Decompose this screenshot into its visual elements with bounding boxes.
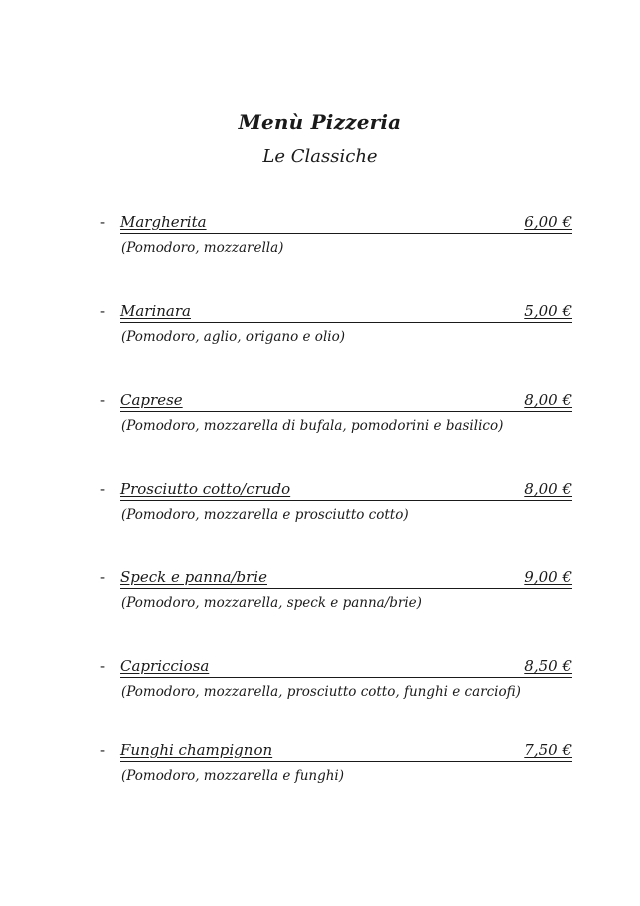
- page-title: Menù Pizzeria: [238, 110, 402, 134]
- item-price: 9,00 €: [524, 568, 572, 586]
- item-name: Capricciosa: [120, 657, 210, 675]
- item-price: 8,00 €: [524, 391, 572, 409]
- menu-item-margherita: [100, 213, 580, 273]
- item-bullet: -: [100, 391, 106, 409]
- item-description: (Pomodoro, mozzarella): [121, 240, 284, 256]
- item-name: Prosciutto cotto/crudo: [120, 480, 291, 498]
- item-price: 5,00 €: [524, 302, 572, 320]
- item-name: Funghi champignon: [120, 741, 273, 759]
- item-leader-line: [120, 657, 572, 678]
- item-leader-line: [120, 741, 572, 762]
- item-bullet: -: [100, 568, 106, 586]
- menu-item-funghi: [100, 741, 580, 801]
- item-leader-line: [120, 302, 572, 323]
- item-name: Margherita: [120, 213, 207, 231]
- item-bullet: -: [100, 302, 106, 320]
- item-description: (Pomodoro, mozzarella e prosciutto cotto): [121, 507, 409, 523]
- item-bullet: -: [100, 480, 106, 498]
- item-bullet: -: [100, 213, 106, 231]
- menu-item-caprese: [100, 391, 580, 451]
- menu-item-speck: [100, 568, 580, 628]
- item-description: (Pomodoro, aglio, origano e olio): [121, 329, 345, 345]
- item-leader-line: [120, 480, 572, 501]
- item-name: Marinara: [120, 302, 191, 320]
- item-name: Speck e panna/brie: [120, 568, 267, 586]
- menu-item-capricciosa: [100, 657, 580, 717]
- item-price: 8,50 €: [524, 657, 572, 675]
- item-name: Caprese: [120, 391, 183, 409]
- item-price: 8,00 €: [524, 480, 572, 498]
- item-description: (Pomodoro, mozzarella, speck e panna/brie): [121, 595, 422, 611]
- menu-item-marinara: [100, 302, 580, 362]
- item-bullet: -: [100, 741, 106, 759]
- item-leader-line: [120, 391, 572, 412]
- item-bullet: -: [100, 657, 106, 675]
- item-price: 6,00 €: [524, 213, 572, 231]
- item-price: 7,50 €: [524, 741, 572, 759]
- item-leader-line: [120, 213, 572, 234]
- item-description: (Pomodoro, mozzarella di bufala, pomodorini e basilico): [121, 418, 504, 434]
- item-description: (Pomodoro, mozzarella, prosciutto cotto, funghi e carciofi): [121, 684, 521, 700]
- item-leader-line: [120, 568, 572, 589]
- section-subtitle: Le Classiche: [262, 146, 378, 167]
- menu-item-prosciutto: [100, 480, 580, 540]
- item-description: (Pomodoro, mozzarella e funghi): [121, 768, 345, 784]
